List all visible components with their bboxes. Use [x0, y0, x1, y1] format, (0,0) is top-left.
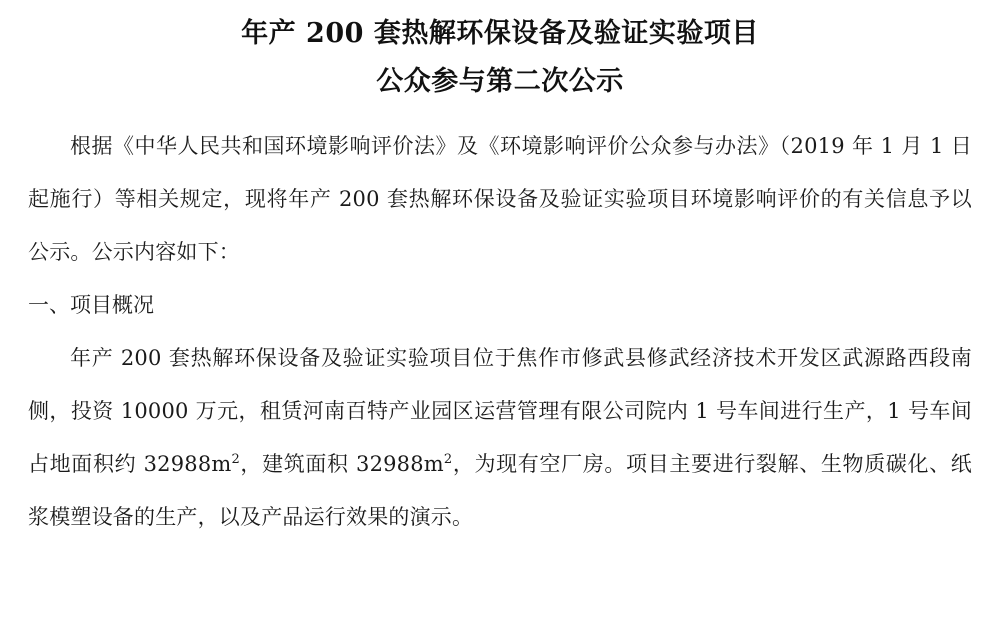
overview-text-part1: 年产 200 套热解环保设备及验证实验项目位于焦作市修武县修武经济技术开发区武源路西段南侧，投资 10000 万元，租赁河南百特产业园区运营管理有限公司院内 1 号车间进行生产，1 号车间占地面积约 32988m [28, 346, 972, 476]
page-title-line-1: 年产 200 套热解环保设备及验证实验项目 [241, 18, 759, 49]
overview-superscript-1: 2 [231, 452, 240, 467]
overview-text-part3: ，为现有空厂房。项目主要进行裂解、生物质碳化、纸浆模塑设备的生产，以及产品运行效果的演示。 [28, 452, 972, 529]
document-body [28, 120, 972, 544]
page-title-line-2: 公众参与第二次公示 [376, 66, 624, 97]
overview-superscript-2: 2 [443, 452, 453, 467]
overview-text-part2: ，建筑面积 32988m [239, 452, 444, 476]
paragraph-project-overview [28, 332, 972, 544]
page-title [28, 10, 972, 106]
section-heading-project-overview: 一、项目概况 [28, 293, 154, 317]
paragraph-intro: 根据《中华人民共和国环境影响评价法》及《环境影响评价公众参与办法》（2019 年 1 月 1 日起施行）等相关规定，现将年产 200 套热解环保设备及验证实验项目环境影响评价的有关信息予以公示。公示内容如下： [28, 134, 972, 264]
